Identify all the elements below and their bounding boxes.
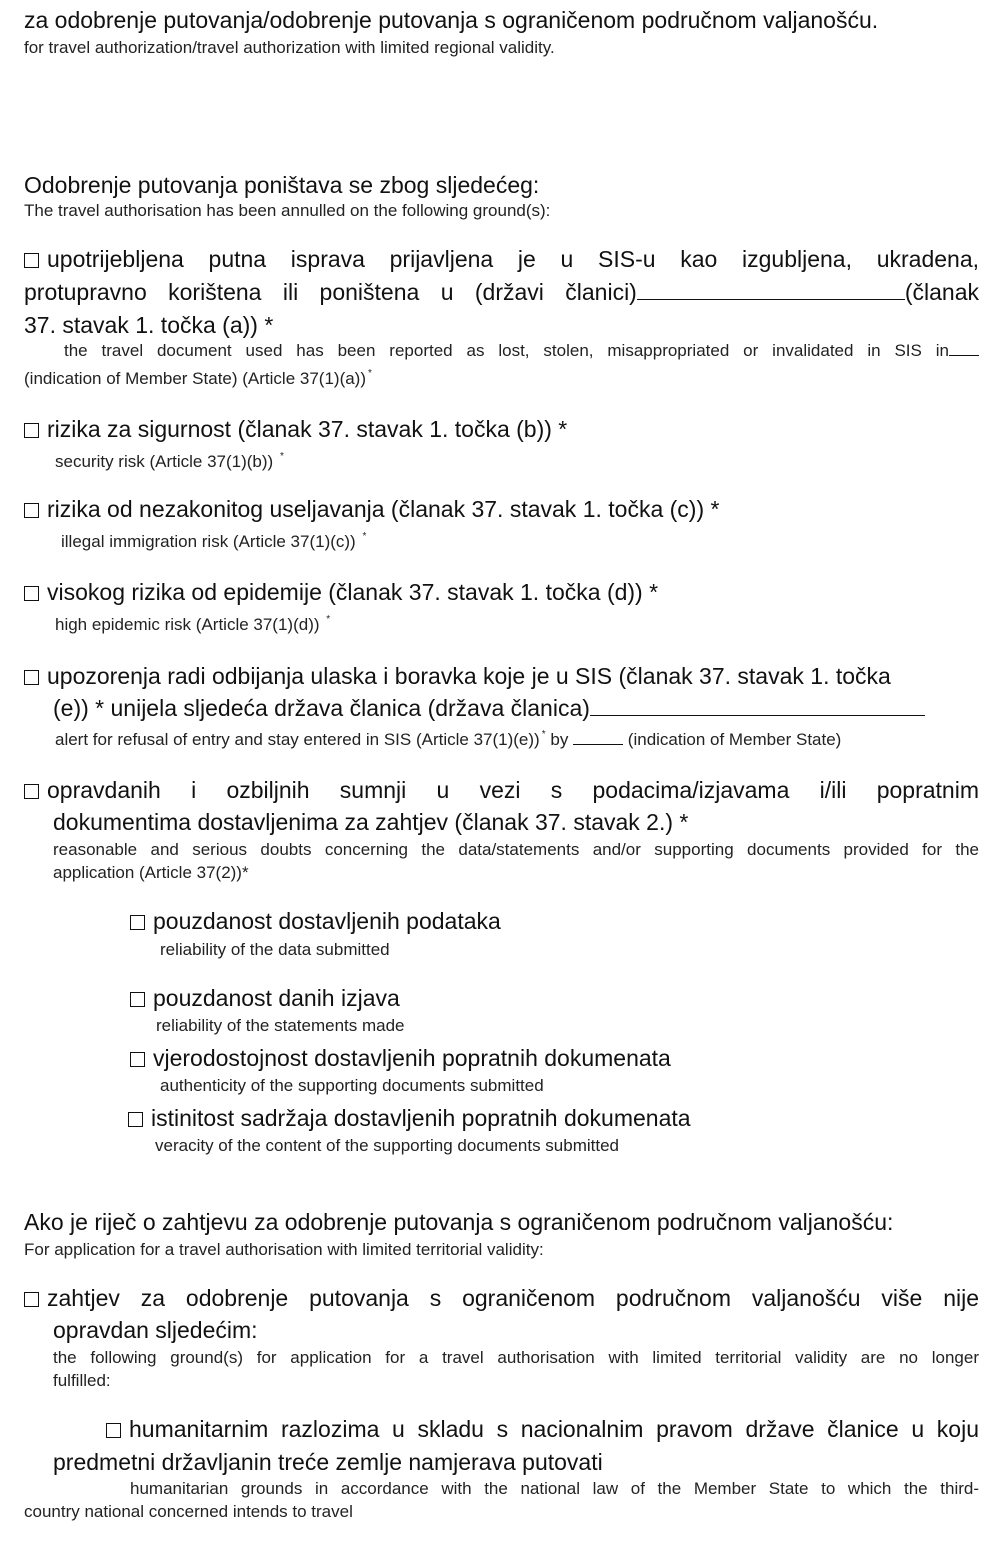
checkbox-ltv[interactable] [24, 1292, 39, 1307]
checkbox-a[interactable] [24, 253, 39, 268]
annul-heading-hr: Odobrenje putovanja poništava se zbog sljedećeg: [24, 172, 540, 198]
checkbox-sub-1[interactable] [130, 915, 145, 930]
intro-en: for travel authorization/travel authorization with limited regional validity. [24, 38, 555, 57]
item-a-hr-line3: 37. stavak 1. točka (a)) * [24, 312, 274, 338]
member-state-blank-a[interactable] [637, 279, 905, 300]
item-c-hr: rizika od nezakonitog useljavanja (članak 37. stavak 1. točka (c)) * [24, 493, 719, 525]
item-doubts-hr-line1: opravdanih i ozbiljnih sumnji u vezi s podacima/izjavama i/ili popratnim [24, 774, 979, 806]
ltv-item-hr-line1: zahtjev za odobrenje putovanja s ograničenom područnom valjanošću više nije [24, 1282, 979, 1314]
ltv-item-en-line1: the following ground(s) for application for a travel authorisation with limited territorial validity are no longer [53, 1348, 979, 1367]
sub-item-en: veracity of the content of the supporting documents submitted [155, 1136, 619, 1155]
sub-item-hr: vjerodostojnost dostavljenih popratnih dokumenata [130, 1042, 671, 1074]
ltv-sub-en-line1: humanitarian grounds in accordance with the national law of the Member State to which the third- [130, 1479, 979, 1498]
ltv-sub-hr-line2: predmetni državljanin treće zemlje namjerava putovati [53, 1449, 603, 1475]
ltv-heading-hr: Ako je riječ o zahtjevu za odobrenje putovanja s ograničenom područnom valjanošću: [24, 1209, 894, 1235]
sub-item-en: authenticity of the supporting documents submitted [160, 1076, 544, 1095]
item-b-en: security risk (Article 37(1)(b)) * [55, 451, 284, 471]
ltv-heading-en: For application for a travel authorisation with limited territorial validity: [24, 1240, 544, 1259]
item-doubts-en-line1: reasonable and serious doubts concerning the data/statements and/or supporting documents provided for the [53, 840, 979, 859]
ltv-sub-hr-line1: humanitarnim razlozima u skladu s nacionalnim pravom države članice u koju [106, 1413, 979, 1445]
ltv-item-hr-line2: opravdan sljedećim: [53, 1317, 258, 1343]
item-a-en-line1: the travel document used has been reported as lost, stolen, misappropriated or invalidated in SIS in [64, 339, 979, 363]
checkbox-b[interactable] [24, 423, 39, 438]
checkbox-sub-3[interactable] [130, 1052, 145, 1067]
item-d-en: high epidemic risk (Article 37(1)(d)) * [55, 614, 331, 634]
checkbox-sub-4[interactable] [128, 1112, 143, 1127]
item-c-en: illegal immigration risk (Article 37(1)(c)) * [61, 531, 367, 551]
item-e-hr-line2: (e)) * unijela sljedeća država članica (država članica) [53, 692, 925, 724]
checkbox-humanitarian[interactable] [106, 1423, 121, 1438]
ltv-item-en-line2: fulfilled: [53, 1371, 111, 1390]
item-e-hr-line1: upozorenja radi odbijanja ulaska i boravka koje je u SIS (članak 37. stavak 1. točka [24, 660, 891, 692]
item-a-hr-line2: protupravno korištena ili poništena u (državi članici) (članak [24, 279, 979, 305]
annul-heading-en: The travel authorisation has been annulled on the following ground(s): [24, 201, 551, 220]
item-e-en: alert for refusal of entry and stay entered in SIS (Article 37(1)(e)) * by (indication of Member State) [55, 729, 842, 749]
item-doubts-hr-line2: dokumentima dostavljenima za zahtjev (članak 37. stavak 2.) * [53, 809, 689, 835]
checkbox-c[interactable] [24, 503, 39, 518]
item-d-hr: visokog rizika od epidemije (članak 37. stavak 1. točka (d)) * [24, 576, 658, 608]
sub-item-en: reliability of the statements made [156, 1016, 405, 1035]
sub-item-hr: pouzdanost dostavljenih podataka [130, 905, 501, 937]
sub-item-hr: istinitost sadržaja dostavljenih popratnih dokumenata [128, 1102, 691, 1134]
item-b-hr: rizika za sigurnost (članak 37. stavak 1. točka (b)) * [24, 413, 567, 445]
sub-item-en: reliability of the data submitted [160, 940, 390, 959]
checkbox-sub-2[interactable] [130, 992, 145, 1007]
checkbox-d[interactable] [24, 586, 39, 601]
item-a-en-line2: (indication of Member State) (Article 37(1)(a)) * [24, 368, 372, 388]
member-state-blank-e[interactable] [590, 695, 925, 716]
sub-item-hr: pouzdanost danih izjava [130, 982, 400, 1014]
checkbox-doubts[interactable] [24, 784, 39, 799]
checkbox-e[interactable] [24, 670, 39, 685]
item-doubts-en-line2: application (Article 37(2))* [53, 863, 249, 882]
ltv-sub-en-line2: country national concerned intends to travel [24, 1502, 353, 1521]
intro-hr: za odobrenje putovanja/odobrenje putovanja s ograničenom područnom valjanošću. [24, 7, 879, 33]
item-a-hr-line1: upotrijebljena putna isprava prijavljena je u SIS-u kao izgubljena, ukradena, [24, 243, 979, 275]
